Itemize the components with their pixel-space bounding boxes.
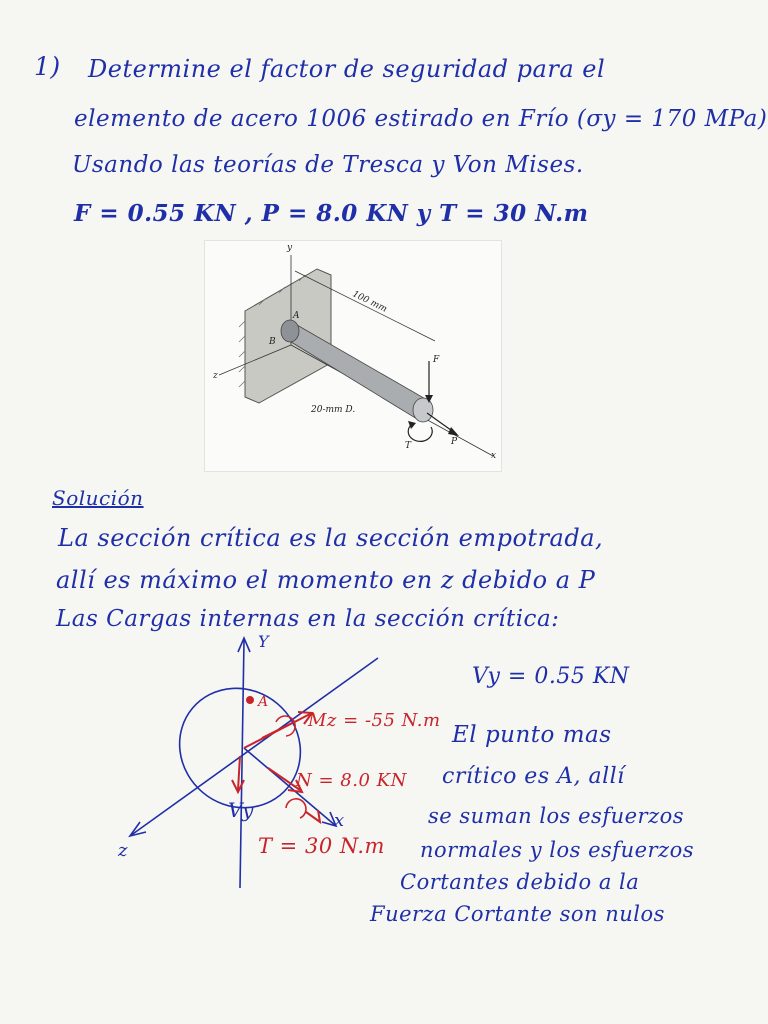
diagram-point-a: A: [258, 694, 269, 710]
problem-line-1: Determine el factor de seguridad para el: [88, 55, 606, 83]
diagram-axis-y: Y: [258, 632, 270, 651]
solution-line-1: La sección crítica es la sección empotrada,: [58, 524, 604, 552]
note-line-3: se suman los esfuerzos: [428, 804, 685, 828]
diagram-t-label: T = 30 N.m: [258, 834, 385, 858]
note-line-2: crítico es A, allí: [442, 764, 625, 789]
note-line-5: Cortantes debido a la: [400, 870, 640, 894]
diagram-vy-label: Vy: [228, 798, 254, 822]
problem-line-2: elemento de acero 1006 estirado en Frío (σy = 170 MPa): [74, 106, 768, 132]
problem-number: 1): [34, 52, 61, 81]
figure-point-b: B: [269, 337, 276, 347]
note-line-4: normales y los esfuerzos: [420, 838, 695, 862]
figure-point-a: A: [293, 311, 300, 321]
diagram-mz-label: Mz = -55 N.m: [308, 710, 441, 731]
figure-length-label: 100 mm: [350, 289, 389, 315]
problem-loads: F = 0.55 KN , P = 8.0 KN y T = 30 N.m: [74, 200, 589, 227]
figure-force-p: P: [451, 437, 458, 447]
note-line-1: El punto mas: [452, 722, 612, 748]
solution-line-3: Las Cargas internas en la sección crítica:: [56, 606, 560, 632]
figure-axis-y: y: [287, 243, 293, 253]
figure-diameter-label: 20-mm D.: [311, 405, 356, 415]
diagram-n-label: N = 8.0 KN: [296, 770, 407, 791]
figure-force-f: F: [433, 355, 440, 365]
diagram-axis-z: z: [118, 840, 128, 861]
figure-torque-t: T: [405, 441, 412, 451]
diagram-axis-x: x: [334, 810, 345, 831]
figure-axis-x: x: [491, 451, 497, 461]
problem-line-3: Usando las teorías de Tresca y Von Mises.: [72, 152, 584, 178]
figure-axis-z: z: [213, 371, 218, 381]
note-line-6: Fuerza Cortante son nulos: [370, 902, 665, 926]
solution-heading: Solución: [52, 486, 144, 510]
solution-line-2: allí es máximo el momento en z debido a P: [56, 566, 596, 594]
vy-value: Vy = 0.55 KN: [472, 664, 630, 689]
